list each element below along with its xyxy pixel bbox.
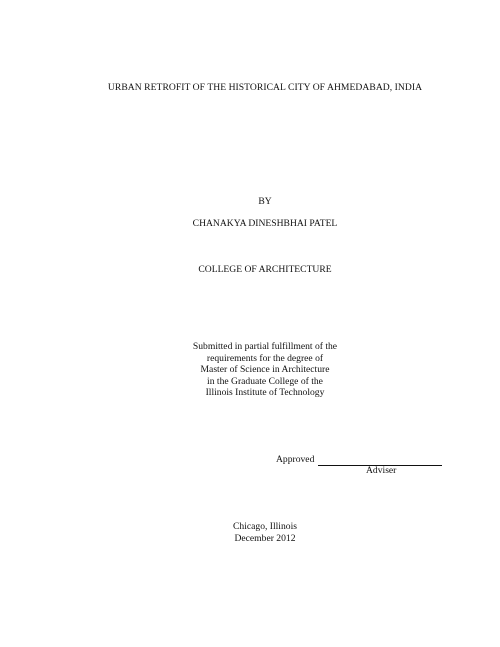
adviser-label: Adviser <box>366 465 397 476</box>
submission-statement <box>0 341 500 399</box>
place-and-date <box>0 521 500 544</box>
author-name: CHANAKYA DINESHBHAI PATEL <box>192 218 338 229</box>
submission-line: in the Graduate College of the <box>207 375 323 387</box>
submission-line: Master of Science in Architecture <box>200 364 330 376</box>
by-label: BY <box>258 196 272 207</box>
place: Chicago, Illinois <box>233 521 297 532</box>
approval-row <box>276 454 442 466</box>
submission-line: Illinois Institute of Technology <box>205 387 325 399</box>
submission-line: requirements for the degree of <box>206 352 324 364</box>
thesis-title: URBAN RETROFIT OF THE HISTORICAL CITY OF AHMEDABAD, INDIA <box>107 82 423 93</box>
submission-line: Submitted in partial fulfillment of the <box>192 341 338 352</box>
college-name: COLLEGE OF ARCHITECTURE <box>198 264 332 275</box>
approved-label: Approved <box>276 454 315 465</box>
date: December 2012 <box>234 532 296 544</box>
